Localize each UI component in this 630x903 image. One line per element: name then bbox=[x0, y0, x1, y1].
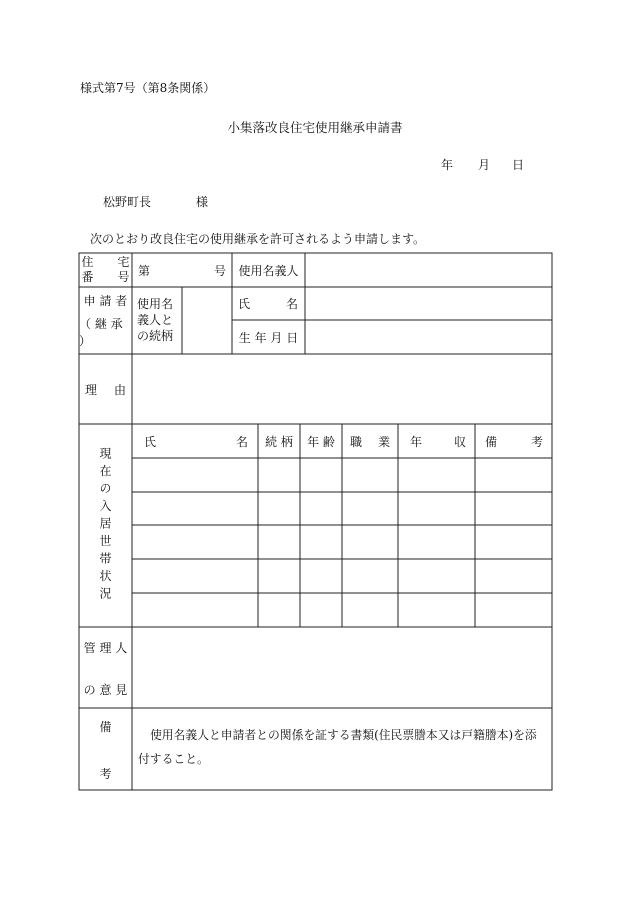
housing-number-field[interactable] bbox=[138, 253, 226, 287]
col-income-b: 収 bbox=[453, 434, 466, 449]
addressee-suffix: 様 bbox=[196, 195, 209, 209]
reason-label-b: 由 bbox=[113, 382, 126, 397]
opinion-label: の 意 見 bbox=[83, 682, 128, 697]
relation-label: 使用名義人との続柄 bbox=[137, 297, 174, 343]
notes-label-b: 考 bbox=[99, 766, 112, 781]
applicant-label bbox=[79, 287, 132, 354]
birthdate-field[interactable] bbox=[305, 320, 552, 354]
form-title: 小集落改良住宅使用継承申請書 bbox=[227, 120, 403, 135]
reason-field[interactable] bbox=[132, 354, 552, 424]
birthdate-label: 生 年 月 日 bbox=[238, 330, 299, 345]
name-label-b: 名 bbox=[285, 297, 298, 311]
name-label-a: 氏 bbox=[238, 297, 251, 311]
col-header-remarks bbox=[485, 424, 543, 458]
col-header-name bbox=[144, 424, 248, 458]
notes-text: 使用名義人と申請者との関係を証する書類(住民票謄本又は戸籍謄本)を添付すること。 bbox=[138, 728, 537, 766]
household-status-label bbox=[79, 424, 132, 627]
date-month-label: 月 bbox=[478, 158, 491, 172]
user-name-field[interactable] bbox=[305, 253, 552, 287]
form-number: 様式第7号（第8条関係） bbox=[80, 81, 216, 95]
col-name-b: 名 bbox=[235, 434, 248, 449]
household-status-text: 現在の入居世帯状況 bbox=[98, 446, 112, 605]
col-job-b: 業 bbox=[377, 434, 390, 449]
housing-number-label-line1: 住 宅 bbox=[81, 255, 130, 269]
reason-label bbox=[85, 354, 126, 424]
manager-label: 管 理 人 bbox=[83, 640, 128, 655]
housing-number-go: 号 bbox=[213, 263, 226, 278]
notes-label-a: 備 bbox=[99, 719, 112, 734]
col-income-a: 年 bbox=[410, 434, 423, 449]
housing-number-dai: 第 bbox=[138, 263, 151, 278]
date-year-label: 年 bbox=[441, 158, 454, 172]
applicant-label-line2: （ 継 承 ） bbox=[79, 316, 123, 348]
lead-text: 次のとおり改良住宅の使用継承を許可されるよう申請します。 bbox=[90, 232, 426, 246]
addressee: 松野町長 bbox=[103, 195, 152, 209]
col-header-age: 年 齢 bbox=[307, 434, 335, 449]
name-label bbox=[238, 287, 298, 320]
housing-number-label bbox=[79, 253, 132, 287]
manager-opinion-label bbox=[79, 627, 132, 708]
col-header-relation: 続 柄 bbox=[265, 434, 293, 449]
col-remarks-a: 備 bbox=[485, 434, 498, 449]
col-remarks-b: 考 bbox=[530, 434, 543, 449]
user-name-label: 使用名義人 bbox=[238, 263, 299, 278]
manager-opinion-field[interactable] bbox=[132, 627, 552, 708]
applicant-name-field[interactable] bbox=[305, 287, 552, 320]
col-header-income bbox=[410, 424, 466, 458]
col-name-a: 氏 bbox=[144, 434, 157, 449]
relation-field[interactable] bbox=[182, 287, 232, 354]
notes-label bbox=[79, 708, 132, 790]
col-job-a: 職 bbox=[350, 434, 363, 449]
col-header-occupation bbox=[350, 424, 390, 458]
reason-label-a: 理 bbox=[85, 382, 98, 397]
date-day-label: 日 bbox=[512, 158, 525, 172]
household-rows[interactable] bbox=[132, 458, 552, 627]
housing-number-label-line2: 番 号 bbox=[81, 270, 130, 284]
applicant-label-line1: 申 請 者 bbox=[83, 294, 128, 309]
